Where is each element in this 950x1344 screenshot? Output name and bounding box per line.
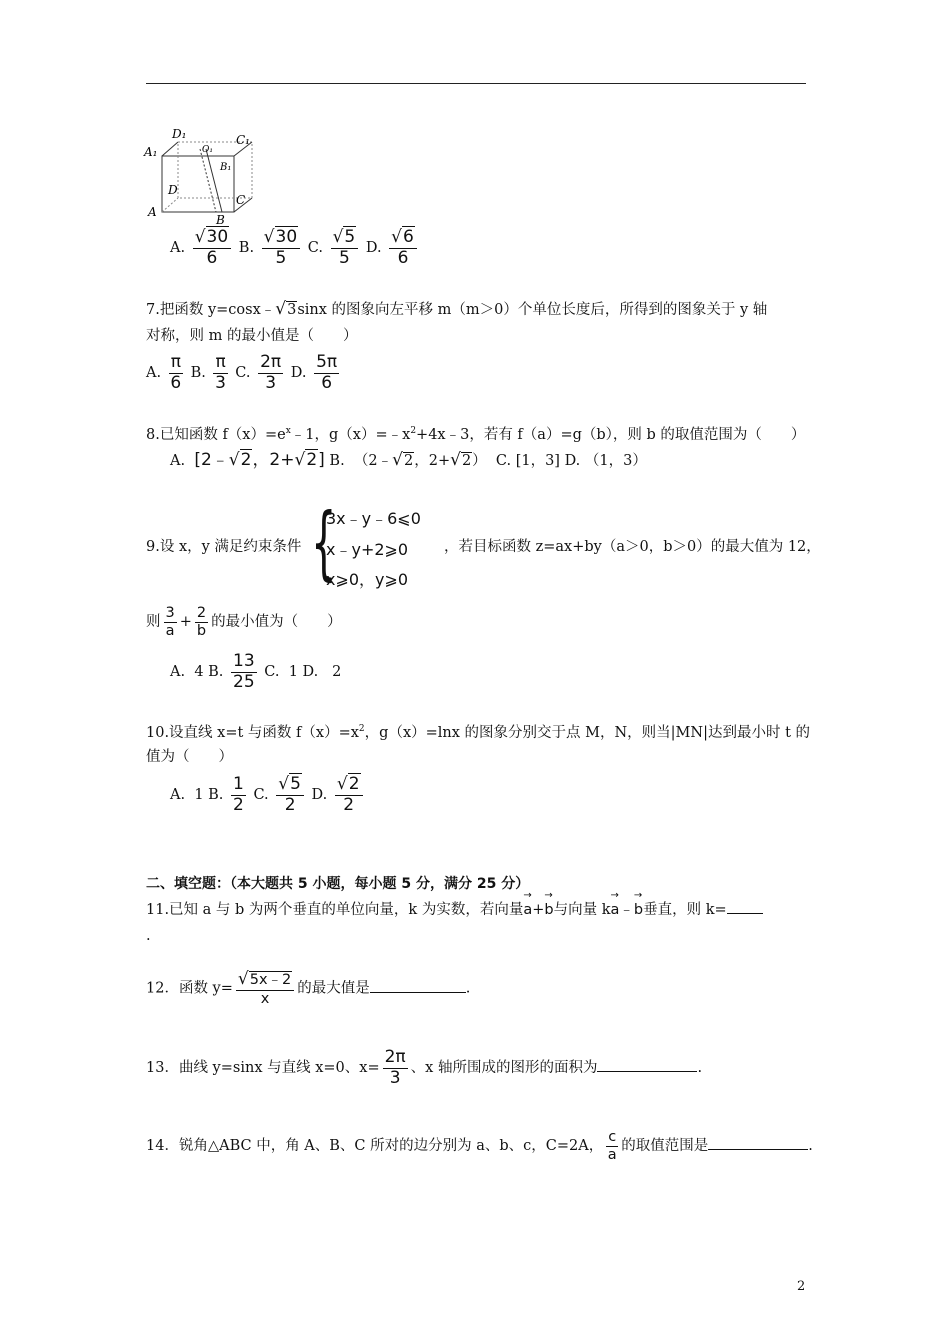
q7-stem-line2: 对称，则 m 的最小值是（ ） xyxy=(146,328,358,344)
q13-stem: 13．曲线 y=sinx 与直线 x=0、x= $\frac{2\pi}{3}$ 、x 轴所围成的图形的面积为 . xyxy=(146,1047,703,1088)
label-o1: O₁ xyxy=(202,145,213,155)
q14-answer-blank[interactable] xyxy=(708,1149,808,1150)
q10-stem-line1: 10.设直线 x=t 与函数 $f(x)=x^2$，g（x）=lnx 的图象分别交于点 M，N，则当|MN|达到最小时 t 的 xyxy=(146,724,811,741)
q6-option-b-label: B. xyxy=(238,240,255,257)
q7-options: A. $\frac{\pi}{6}$ B. $\frac{\pi}{3}$ C. $\frac{2\pi}{3}$ D. $\frac{5\pi}{6}$ xyxy=(146,352,338,393)
q9-constraint-2: x﹣y+2⩾0 xyxy=(326,540,409,559)
q10-stem-line2: 值为（ ） xyxy=(146,749,233,765)
section-2-title: 二、填空题：（本大题共 5 小题，每小题 5 分，满分 25 分） xyxy=(146,876,530,892)
q11-answer-blank[interactable] xyxy=(727,913,763,914)
label-c1: C₁ xyxy=(236,133,250,147)
q11-stem: 11.已知 a 与 b 为两个垂直的单位向量，k 为实数，若向量→ a+→ b与向量 k→ a﹣→ b垂直，则 k= xyxy=(146,902,763,919)
q14-stem: 14．锐角△ABC 中，角 A、B、C 所对的边分别为 a、b、c，C=2A， $\frac{c}{a}$ 的取值范围是 . xyxy=(146,1129,813,1163)
q6-option-d-label: D. xyxy=(365,240,382,257)
q7-stem-line1: 7.把函数 y=cosx﹣√3sinx 的图象向左平移 m（m＞0）个单位长度后，所得到的图象关于 y 轴 xyxy=(146,299,768,319)
label-b: B xyxy=(216,213,225,224)
q9-stem-left: 9.设 x，y 满足约束条件 xyxy=(146,539,302,555)
q6-option-d-value: $\frac{√6}{6}$ xyxy=(389,228,417,268)
q12-answer-blank[interactable] xyxy=(370,992,466,993)
q8-options: A. [2﹣√2，2+√2] B. （2﹣√2，2+√2） C. [1，3] D. （1，3） xyxy=(170,450,647,470)
label-d: D xyxy=(168,183,178,197)
label-d1: D₁ xyxy=(172,127,187,141)
q11-stem-line2: . xyxy=(146,928,151,944)
q8-stem: 8.已知函数 $f(x)=e^x﹣1$，$g(x)=﹣x^2+4x﹣3$，若有 f（a）=g（b），则 b 的取值范围为（ ） xyxy=(146,426,806,443)
q6-option-c-value: $\frac{√5}{5}$ xyxy=(331,228,359,268)
q9-options: A. 4 B. $\frac{13}{25}$ C. 1 D. 2 xyxy=(170,651,342,692)
label-b1: B₁ xyxy=(220,162,232,173)
q10-options: A. 1 B. $\frac{1}{2}$ C. $\frac{√5}{2}$ D. $\frac{√2}{2}$ xyxy=(170,775,366,815)
q6-options xyxy=(170,228,420,268)
header-rule xyxy=(146,83,806,84)
q6-option-a-value: $\frac{√30}{6}$ xyxy=(193,228,231,268)
label-a1: A₁ xyxy=(144,145,158,159)
q9-system-brace: { xyxy=(311,496,337,589)
q9-stem-right: ，若目标函数 z=ax+by（a＞0，b＞0）的最大值为 12， xyxy=(444,539,821,555)
page-number: 2 xyxy=(797,1279,806,1294)
q6-option-c-label: C. xyxy=(307,240,323,257)
q9-constraint-1: 3x﹣y﹣6⩽0 xyxy=(326,509,421,528)
q9-constraint-3: x⩾0，y⩾0 xyxy=(326,570,409,589)
q9-stem-line2: 则 $\frac{3}{a}$ + $\frac{2}{b}$ 的最小值为（ ） xyxy=(146,605,342,639)
q6-option-a-label: A. xyxy=(170,240,186,257)
q6-option-b-value: $\frac{√30}{5}$ xyxy=(262,228,300,268)
label-a: A xyxy=(148,205,157,219)
label-c: C xyxy=(236,193,246,207)
q13-answer-blank[interactable] xyxy=(597,1071,697,1072)
cube-figure xyxy=(140,124,270,224)
q12-stem: 12．函数 y= $\frac{√5x﹣2}{x}$ 的最大值是 . xyxy=(146,969,471,1007)
